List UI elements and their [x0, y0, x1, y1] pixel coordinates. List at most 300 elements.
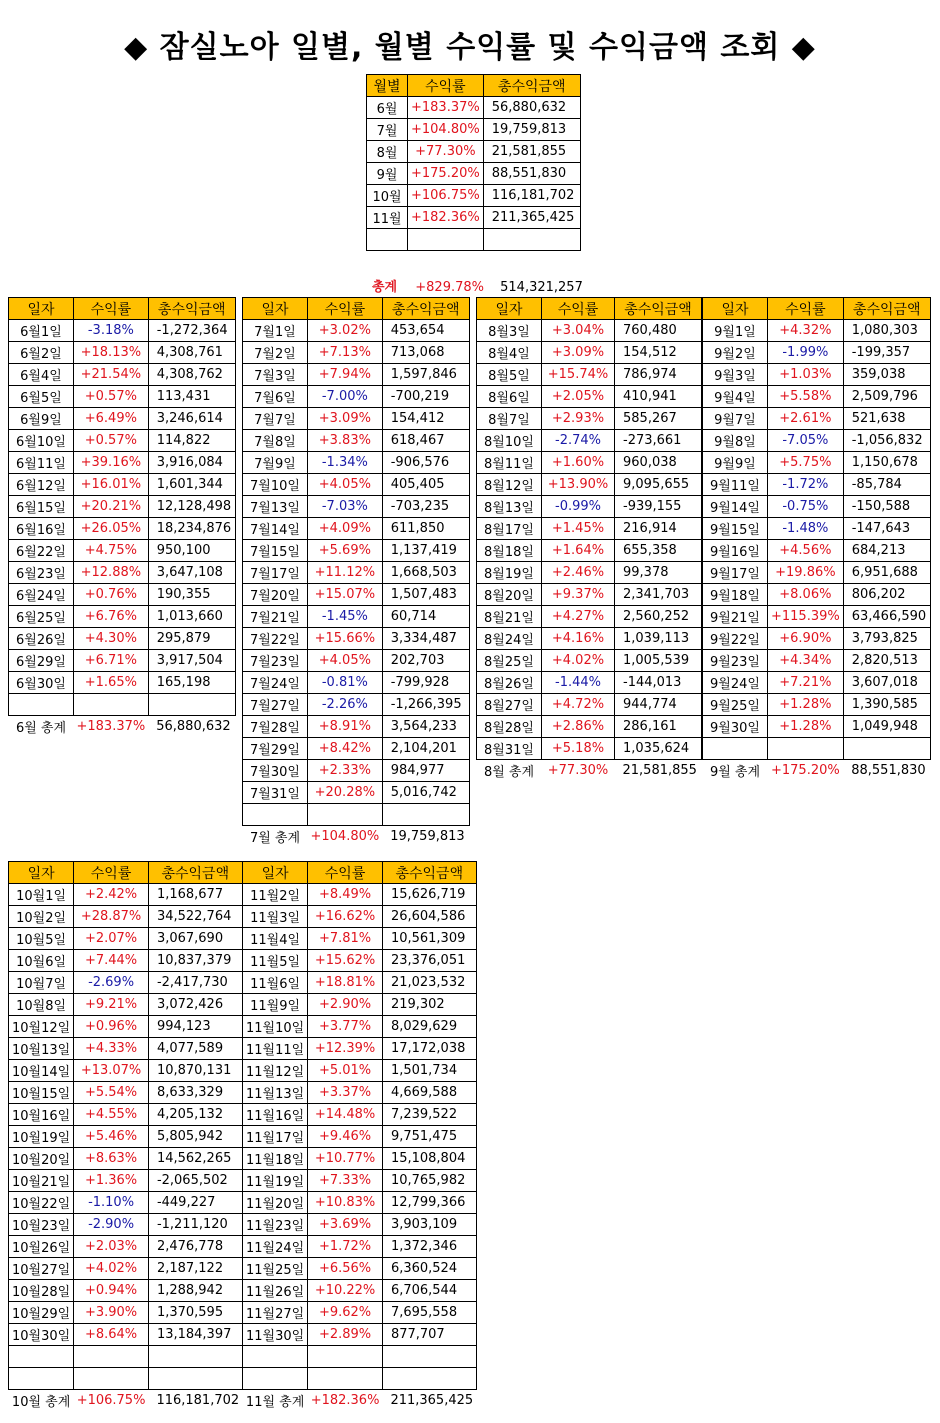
- col-day: 일자: [243, 298, 308, 320]
- col-amount: 총수익금액: [382, 298, 469, 320]
- rate-cell: +4.55%: [74, 1104, 149, 1126]
- amount-cell: 1,137,419: [382, 540, 469, 562]
- date-cell: 10월14일: [9, 1060, 74, 1082]
- amount-cell: 994,123: [148, 1016, 242, 1038]
- table-row: [243, 496, 470, 518]
- rate-cell: +2.33%: [308, 760, 383, 782]
- date-cell: 8월18일: [477, 540, 542, 562]
- date-cell: 10월1일: [9, 884, 74, 906]
- date-cell: 11월16일: [243, 1104, 308, 1126]
- date-cell: 9월14일: [703, 496, 768, 518]
- date-cell: 8월12일: [477, 474, 542, 496]
- amount-cell: -1,211,120: [148, 1214, 242, 1236]
- month-total-row: [477, 760, 702, 782]
- table-row: [243, 650, 470, 672]
- rate-cell: +13.90%: [542, 474, 615, 496]
- table-row: [477, 672, 702, 694]
- table-row: [9, 972, 243, 994]
- rate-cell: +9.21%: [74, 994, 149, 1016]
- table-row: [243, 1280, 477, 1302]
- empty-cell: [74, 1368, 149, 1390]
- rate-cell: +3.04%: [542, 320, 615, 342]
- date-cell: 9월25일: [703, 694, 768, 716]
- col-rate: 수익률: [74, 862, 149, 884]
- date-cell: 6월26일: [9, 628, 74, 650]
- rate-cell: +1.45%: [542, 518, 615, 540]
- table-row: [9, 540, 236, 562]
- amount-cell: 6,706,544: [382, 1280, 476, 1302]
- table-row: [9, 430, 236, 452]
- rate-cell: +3.02%: [308, 320, 383, 342]
- rate-cell: +4.56%: [768, 540, 844, 562]
- amount-cell: 410,941: [615, 386, 702, 408]
- col-amount: 총수익금액: [615, 298, 702, 320]
- rate-cell: +3.83%: [308, 430, 383, 452]
- empty-cell: [703, 738, 768, 760]
- empty-cell: [408, 229, 484, 251]
- amount-cell: 3,917,504: [148, 650, 235, 672]
- amount-cell: 9,751,475: [382, 1126, 476, 1148]
- amount-cell: 944,774: [615, 694, 702, 716]
- table-row: [243, 386, 470, 408]
- empty-row: [703, 738, 931, 760]
- date-cell: 10월5일: [9, 928, 74, 950]
- grand-total-amount: 514,321,257: [500, 280, 583, 295]
- table-row: [243, 672, 470, 694]
- amount-cell: 154,412: [382, 408, 469, 430]
- table-row: [243, 884, 477, 906]
- rate-cell: +175.20%: [408, 163, 484, 185]
- rate-cell: +4.75%: [74, 540, 149, 562]
- amount-cell: 23,376,051: [382, 950, 476, 972]
- rate-cell: +106.75%: [408, 185, 484, 207]
- date-cell: 8월6일: [477, 386, 542, 408]
- amount-cell: -2,065,502: [148, 1170, 242, 1192]
- amount-cell: 6,951,688: [843, 562, 930, 584]
- empty-row: [243, 804, 470, 826]
- table-row: [703, 320, 931, 342]
- date-cell: 6월9일: [9, 408, 74, 430]
- date-cell: 6월11일: [9, 452, 74, 474]
- date-cell: 10월12일: [9, 1016, 74, 1038]
- rate-cell: +10.22%: [308, 1280, 383, 1302]
- rate-cell: +0.57%: [74, 386, 149, 408]
- table-row: [703, 562, 931, 584]
- amount-cell: -1,266,395: [382, 694, 469, 716]
- amount-cell: 216,914: [615, 518, 702, 540]
- rate-cell: -1.72%: [768, 474, 844, 496]
- table-row: [243, 430, 470, 452]
- amount-cell: -939,155: [615, 496, 702, 518]
- amount-cell: 3,067,690: [148, 928, 242, 950]
- date-cell: 11월9일: [243, 994, 308, 1016]
- date-cell: 10월23일: [9, 1214, 74, 1236]
- total-rate: +182.36%: [310, 1393, 380, 1408]
- table-row: [243, 1126, 477, 1148]
- total-amount: 88,551,830: [851, 763, 926, 778]
- rate-cell: -1.48%: [768, 518, 844, 540]
- date-cell: 6월29일: [9, 650, 74, 672]
- amount-cell: 611,850: [382, 518, 469, 540]
- rate-cell: -0.75%: [768, 496, 844, 518]
- amount-cell: 5,016,742: [382, 782, 469, 804]
- rate-cell: +7.33%: [308, 1170, 383, 1192]
- amount-cell: 17,172,038: [382, 1038, 476, 1060]
- rate-cell: -1.34%: [308, 452, 383, 474]
- rate-cell: +15.07%: [308, 584, 383, 606]
- date-cell: 9월21일: [703, 606, 768, 628]
- date-cell: 11월26일: [243, 1280, 308, 1302]
- rate-cell: +4.30%: [74, 628, 149, 650]
- date-cell: 9월18일: [703, 584, 768, 606]
- date-cell: 8월21일: [477, 606, 542, 628]
- amount-cell: -449,227: [148, 1192, 242, 1214]
- rate-cell: +3.77%: [308, 1016, 383, 1038]
- rate-cell: +4.32%: [768, 320, 844, 342]
- date-cell: 7월21일: [243, 606, 308, 628]
- table-row: [477, 606, 702, 628]
- date-cell: 8월20일: [477, 584, 542, 606]
- rate-cell: +7.44%: [74, 950, 149, 972]
- rate-cell: +8.63%: [74, 1148, 149, 1170]
- table-row: [9, 1104, 243, 1126]
- rate-cell: -0.81%: [308, 672, 383, 694]
- col-rate: 수익률: [768, 298, 844, 320]
- empty-cell: [148, 1346, 242, 1368]
- amount-cell: 1,039,113: [615, 628, 702, 650]
- date-cell: 7월15일: [243, 540, 308, 562]
- date-cell: 7월6일: [243, 386, 308, 408]
- amount-cell: 21,023,532: [382, 972, 476, 994]
- total-amount: 56,880,632: [156, 719, 231, 734]
- table-row: [477, 738, 702, 760]
- rate-cell: +9.46%: [308, 1126, 383, 1148]
- date-cell: 7월27일: [243, 694, 308, 716]
- date-cell: 10월8일: [9, 994, 74, 1016]
- rate-cell: +4.34%: [768, 650, 844, 672]
- rate-cell: +2.07%: [74, 928, 149, 950]
- date-cell: 11월25일: [243, 1258, 308, 1280]
- amount-cell: 60,714: [382, 606, 469, 628]
- amount-cell: 63,466,590: [843, 606, 930, 628]
- rate-cell: +6.76%: [74, 606, 149, 628]
- date-cell: 10월15일: [9, 1082, 74, 1104]
- rate-cell: +19.86%: [768, 562, 844, 584]
- rate-cell: +1.65%: [74, 672, 149, 694]
- date-cell: 9월23일: [703, 650, 768, 672]
- table-row: [703, 408, 931, 430]
- amount-cell: 713,068: [382, 342, 469, 364]
- rate-cell: +7.21%: [768, 672, 844, 694]
- date-cell: 9월17일: [703, 562, 768, 584]
- date-cell: 7월22일: [243, 628, 308, 650]
- table-row: [9, 386, 236, 408]
- date-cell: 7월24일: [243, 672, 308, 694]
- total-label: 10월 총계: [11, 1395, 71, 1410]
- table-row: [243, 474, 470, 496]
- rate-cell: -1.99%: [768, 342, 844, 364]
- rate-cell: +1.64%: [542, 540, 615, 562]
- monthly-row: [367, 185, 581, 207]
- rate-cell: -2.26%: [308, 694, 383, 716]
- col-day: 일자: [243, 862, 308, 884]
- amount-cell: 2,509,796: [843, 386, 930, 408]
- daily-table-aug: [476, 297, 702, 781]
- table-row: [243, 1170, 477, 1192]
- amount-cell: 2,820,513: [843, 650, 930, 672]
- monthly-row: [367, 97, 581, 119]
- rate-cell: +5.69%: [308, 540, 383, 562]
- date-cell: 7월20일: [243, 584, 308, 606]
- date-cell: 10월13일: [9, 1038, 74, 1060]
- rate-cell: -7.00%: [308, 386, 383, 408]
- rate-cell: +104.80%: [408, 119, 484, 141]
- total-rate: +183.37%: [76, 719, 146, 734]
- month-cell: 6월: [367, 97, 408, 119]
- amount-cell: -1,272,364: [148, 320, 235, 342]
- date-cell: 8월31일: [477, 738, 542, 760]
- amount-cell: -700,219: [382, 386, 469, 408]
- amount-cell: 113,431: [148, 386, 235, 408]
- table-row: [9, 320, 236, 342]
- date-cell: 10월19일: [9, 1126, 74, 1148]
- month-total-row: [703, 760, 931, 782]
- rate-cell: +21.54%: [74, 364, 149, 386]
- date-cell: 8월26일: [477, 672, 542, 694]
- amount-cell: 5,805,942: [148, 1126, 242, 1148]
- table-row: [9, 1324, 243, 1346]
- date-cell: 11월11일: [243, 1038, 308, 1060]
- amount-cell: 1,390,585: [843, 694, 930, 716]
- table-row: [703, 650, 931, 672]
- rate-cell: +3.90%: [74, 1302, 149, 1324]
- table-row: [477, 584, 702, 606]
- amount-cell: 3,334,487: [382, 628, 469, 650]
- total-amount: 21,581,855: [622, 763, 697, 778]
- table-row: [9, 1214, 243, 1236]
- date-cell: 8월24일: [477, 628, 542, 650]
- table-row: [703, 694, 931, 716]
- amount-cell: 521,638: [843, 408, 930, 430]
- table-row: [477, 562, 702, 584]
- amount-cell: 7,239,522: [382, 1104, 476, 1126]
- amount-cell: -703,235: [382, 496, 469, 518]
- table-row: [477, 650, 702, 672]
- total-rate: +106.75%: [76, 1393, 146, 1408]
- date-cell: 9월1일: [703, 320, 768, 342]
- amount-cell: 2,341,703: [615, 584, 702, 606]
- table-row: [703, 584, 931, 606]
- date-cell: 7월17일: [243, 562, 308, 584]
- amount-cell: 1,080,303: [843, 320, 930, 342]
- rate-cell: +4.27%: [542, 606, 615, 628]
- table-row: [477, 694, 702, 716]
- amount-cell: 19,759,813: [483, 119, 580, 141]
- rate-cell: +0.94%: [74, 1280, 149, 1302]
- empty-cell: [9, 694, 74, 716]
- empty-cell: [483, 229, 580, 251]
- table-row: [703, 540, 931, 562]
- rate-cell: +13.07%: [74, 1060, 149, 1082]
- amount-cell: 950,100: [148, 540, 235, 562]
- table-row: [9, 1148, 243, 1170]
- empty-cell: [308, 1346, 383, 1368]
- table-row: [9, 606, 236, 628]
- amount-cell: 359,038: [843, 364, 930, 386]
- col-rate: 수익률: [408, 75, 484, 97]
- date-cell: 7월10일: [243, 474, 308, 496]
- total-rate: +175.20%: [771, 763, 840, 778]
- rate-cell: +3.37%: [308, 1082, 383, 1104]
- rate-cell: +12.39%: [308, 1038, 383, 1060]
- amount-cell: -147,643: [843, 518, 930, 540]
- table-row: [243, 1060, 477, 1082]
- amount-cell: 1,597,846: [382, 364, 469, 386]
- amount-cell: 8,633,329: [148, 1082, 242, 1104]
- date-cell: 9월3일: [703, 364, 768, 386]
- rate-cell: +18.13%: [74, 342, 149, 364]
- month-total-row: [243, 1390, 477, 1412]
- rate-cell: +182.36%: [408, 207, 484, 229]
- table-row: [9, 650, 236, 672]
- amount-cell: 13,184,397: [148, 1324, 242, 1346]
- amount-cell: 202,703: [382, 650, 469, 672]
- amount-cell: -199,357: [843, 342, 930, 364]
- total-label: 9월 총계: [709, 765, 761, 780]
- rate-cell: +4.09%: [308, 518, 383, 540]
- rate-cell: +3.69%: [308, 1214, 383, 1236]
- total-label: 11월 총계: [245, 1395, 305, 1410]
- amount-cell: 1,668,503: [382, 562, 469, 584]
- rate-cell: +3.09%: [308, 408, 383, 430]
- month-cell: 7월: [367, 119, 408, 141]
- rate-cell: +7.94%: [308, 364, 383, 386]
- table-row: [243, 716, 470, 738]
- rate-cell: +20.21%: [74, 496, 149, 518]
- rate-cell: +6.49%: [74, 408, 149, 430]
- table-row: [477, 364, 702, 386]
- rate-cell: +14.48%: [308, 1104, 383, 1126]
- monthly-row: [367, 163, 581, 185]
- rate-cell: +0.96%: [74, 1016, 149, 1038]
- date-cell: 11월24일: [243, 1236, 308, 1258]
- amount-cell: 3,607,018: [843, 672, 930, 694]
- date-cell: 9월24일: [703, 672, 768, 694]
- table-row: [9, 518, 236, 540]
- date-cell: 9월2일: [703, 342, 768, 364]
- month-cell: 11월: [367, 207, 408, 229]
- date-cell: 11월19일: [243, 1170, 308, 1192]
- rate-cell: +7.13%: [308, 342, 383, 364]
- date-cell: 6월30일: [9, 672, 74, 694]
- amount-cell: 3,916,084: [148, 452, 235, 474]
- table-row: [9, 1126, 243, 1148]
- amount-cell: 1,370,595: [148, 1302, 242, 1324]
- amount-cell: 10,765,982: [382, 1170, 476, 1192]
- table-row: [243, 540, 470, 562]
- rate-cell: +6.71%: [74, 650, 149, 672]
- table-row: [243, 1236, 477, 1258]
- date-cell: 7월2일: [243, 342, 308, 364]
- date-cell: 9월9일: [703, 452, 768, 474]
- date-cell: 8월19일: [477, 562, 542, 584]
- date-cell: 11월5일: [243, 950, 308, 972]
- date-cell: 7월14일: [243, 518, 308, 540]
- table-row: [9, 474, 236, 496]
- amount-cell: 1,507,483: [382, 584, 469, 606]
- amount-cell: 2,187,122: [148, 1258, 242, 1280]
- date-cell: 11월30일: [243, 1324, 308, 1346]
- table-row: [9, 562, 236, 584]
- amount-cell: -144,013: [615, 672, 702, 694]
- rate-cell: -3.18%: [74, 320, 149, 342]
- table-row: [9, 672, 236, 694]
- total-amount: 19,759,813: [390, 829, 465, 844]
- rate-cell: +2.46%: [542, 562, 615, 584]
- table-row: [243, 584, 470, 606]
- amount-cell: 1,372,346: [382, 1236, 476, 1258]
- table-row: [243, 906, 477, 928]
- amount-cell: 6,360,524: [382, 1258, 476, 1280]
- rate-cell: +15.62%: [308, 950, 383, 972]
- grand-total-label: 총계: [372, 280, 398, 295]
- rate-cell: +1.28%: [768, 694, 844, 716]
- date-cell: 6월15일: [9, 496, 74, 518]
- amount-cell: 116,181,702: [483, 185, 580, 207]
- date-cell: 11월3일: [243, 906, 308, 928]
- table-row: [703, 628, 931, 650]
- col-day: 일자: [477, 298, 542, 320]
- amount-cell: 2,104,201: [382, 738, 469, 760]
- rate-cell: +8.64%: [74, 1324, 149, 1346]
- table-row: [243, 408, 470, 430]
- amount-cell: 88,551,830: [483, 163, 580, 185]
- rate-cell: -7.05%: [768, 430, 844, 452]
- table-row: [703, 474, 931, 496]
- rate-cell: +1.28%: [768, 716, 844, 738]
- empty-row: [9, 1346, 243, 1368]
- rate-cell: +28.87%: [74, 906, 149, 928]
- total-label: 7월 총계: [249, 831, 301, 846]
- amount-cell: 760,480: [615, 320, 702, 342]
- rate-cell: -2.90%: [74, 1214, 149, 1236]
- table-row: [243, 1038, 477, 1060]
- table-row: [477, 474, 702, 496]
- date-cell: 7월23일: [243, 650, 308, 672]
- table-row: [703, 518, 931, 540]
- amount-cell: 1,005,539: [615, 650, 702, 672]
- empty-cell: [9, 1346, 74, 1368]
- date-cell: 6월1일: [9, 320, 74, 342]
- empty-cell: [9, 1368, 74, 1390]
- empty-row: [243, 1368, 477, 1390]
- rate-cell: +1.72%: [308, 1236, 383, 1258]
- date-cell: 10월6일: [9, 950, 74, 972]
- amount-cell: 8,029,629: [382, 1016, 476, 1038]
- table-row: [9, 906, 243, 928]
- rate-cell: +6.56%: [308, 1258, 383, 1280]
- month-total-row: [9, 1390, 243, 1412]
- table-row: [243, 972, 477, 994]
- rate-cell: +8.42%: [308, 738, 383, 760]
- rate-cell: +5.58%: [768, 386, 844, 408]
- rate-cell: +26.05%: [74, 518, 149, 540]
- table-row: [9, 994, 243, 1016]
- rate-cell: +1.60%: [542, 452, 615, 474]
- table-row: [9, 1302, 243, 1324]
- table-row: [477, 386, 702, 408]
- amount-cell: 295,879: [148, 628, 235, 650]
